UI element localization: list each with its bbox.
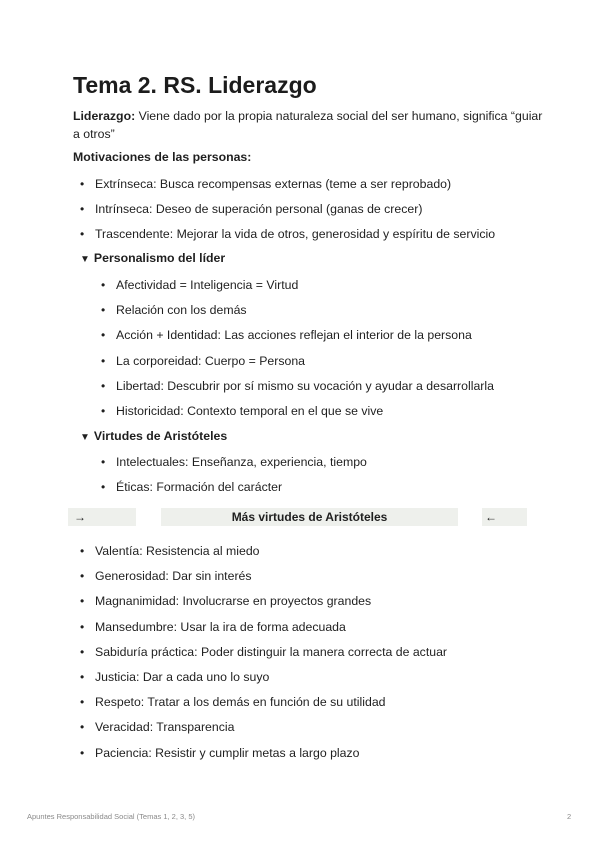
list-item-text: Generosidad: Dar sin interés <box>95 569 252 584</box>
list-item-text: Intrínseca: Deseo de superación personal (ganas de crecer) <box>95 202 423 217</box>
list-item-text: Relación con los demás <box>116 303 247 318</box>
list-item <box>94 454 554 479</box>
list-item <box>94 403 554 428</box>
bullet-icon: • <box>80 177 85 191</box>
bullet-icon: • <box>80 202 85 217</box>
list-item <box>73 176 553 201</box>
list-item <box>73 644 553 669</box>
toggle-triangle-icon: ▼ <box>80 254 90 265</box>
list-item-text: Extrínseca: Busca recompensas externas (teme a ser reprobado) <box>95 177 452 191</box>
list-item-text: Valentía: Resistencia al miedo <box>95 544 260 558</box>
toggle-personalismo[interactable] <box>80 251 225 265</box>
list-item-text: Éticas: Formación del carácter <box>116 480 283 495</box>
bullet-icon: • <box>101 480 106 495</box>
list-item <box>94 302 554 327</box>
list-item-text: Afectividad = Inteligencia = Virtud <box>116 278 299 292</box>
list-item-text: Acción + Identidad: Las acciones reflejan el interior de la persona <box>116 328 472 343</box>
nav-next-button[interactable] <box>68 508 136 526</box>
list-item <box>73 543 553 568</box>
bullet-icon: • <box>101 328 106 343</box>
footer-page-number: 2 <box>567 812 572 821</box>
list-item-text: Libertad: Descubrir por sí mismo su vocación y ayudar a desarrollarla <box>116 378 494 393</box>
bullet-icon: • <box>101 278 106 292</box>
bullet-icon: • <box>101 455 106 469</box>
list-item-text: Sabiduría práctica: Poder distinguir la manera correcta de actuar <box>95 644 448 659</box>
toggle-virtudes-label: Virtudes de Aristóteles <box>93 429 228 443</box>
list-item <box>73 619 553 644</box>
list-item <box>73 669 553 694</box>
list-item-text: Justicia: Dar a cada uno lo suyo <box>95 669 270 684</box>
bullet-icon: • <box>80 695 85 710</box>
bullet-icon: • <box>80 594 85 609</box>
page-title: Tema 2. RS. Liderazgo <box>73 72 317 98</box>
list-item-text: Mansedumbre: Usar la ira de forma adecuada <box>95 619 346 634</box>
bullet-icon: • <box>101 353 106 368</box>
list-item <box>94 277 554 302</box>
bullet-icon: • <box>80 619 85 634</box>
bullet-icon: • <box>80 227 85 242</box>
list-item-text: Paciencia: Resistir y cumplir metas a largo plazo <box>95 745 360 760</box>
list-item <box>73 593 553 618</box>
list-item-text: La corporeidad: Cuerpo = Persona <box>116 353 306 368</box>
bullet-icon: • <box>80 569 85 584</box>
toggle-virtudes[interactable] <box>80 429 227 443</box>
nav-prev-button[interactable] <box>482 508 527 526</box>
footer-doc-name: Apuntes Responsabilidad Social (Temas 1, 2, 3, 5) <box>27 812 196 821</box>
list-item-text: Veracidad: Transparencia <box>95 720 235 735</box>
mas-virtudes-list <box>73 543 553 770</box>
list-item-text: Trascendente: Mejorar la vida de otros, generosidad y espíritu de servicio <box>95 227 496 242</box>
list-item-text: Magnanimidad: Involucrarse en proyectos grandes <box>95 594 372 609</box>
list-item <box>73 719 553 744</box>
bullet-icon: • <box>80 644 85 659</box>
motivaciones-list <box>73 176 553 252</box>
list-item <box>73 694 553 719</box>
toggle-personalismo-label: Personalismo del líder <box>93 251 226 265</box>
intro-paragraph <box>73 107 543 143</box>
bullet-icon: • <box>101 378 106 393</box>
bullet-icon: • <box>80 745 85 760</box>
personalismo-list <box>94 277 554 428</box>
list-item <box>94 353 554 378</box>
list-item <box>73 568 553 593</box>
intro-text: Viene dado por la propia naturaleza social del ser humano, significa “guiar a otros” <box>73 109 543 141</box>
bullet-icon: • <box>80 544 85 558</box>
list-item <box>73 201 553 226</box>
list-item <box>94 479 554 504</box>
virtudes-list <box>94 454 554 504</box>
list-item-text: Respeto: Tratar a los demás en función de su utilidad <box>95 695 386 710</box>
list-item <box>73 226 553 251</box>
nav-title: Más virtudes de Aristóteles <box>161 508 458 526</box>
bullet-icon: • <box>80 720 85 735</box>
toggle-triangle-icon: ▼ <box>80 432 90 443</box>
bullet-icon: • <box>101 303 106 318</box>
arrow-left-icon: ← <box>485 510 497 524</box>
list-item <box>73 745 553 770</box>
list-item <box>94 378 554 403</box>
arrow-right-icon: → <box>74 510 86 524</box>
motivaciones-heading: Motivaciones de las personas: <box>73 150 252 164</box>
list-item <box>94 327 554 352</box>
intro-term: Liderazgo: <box>73 109 136 123</box>
list-item-text: Historicidad: Contexto temporal en el que se vive <box>116 403 384 418</box>
bullet-icon: • <box>101 403 106 418</box>
bullet-icon: • <box>80 669 85 684</box>
list-item-text: Intelectuales: Enseñanza, experiencia, tiempo <box>116 455 367 469</box>
